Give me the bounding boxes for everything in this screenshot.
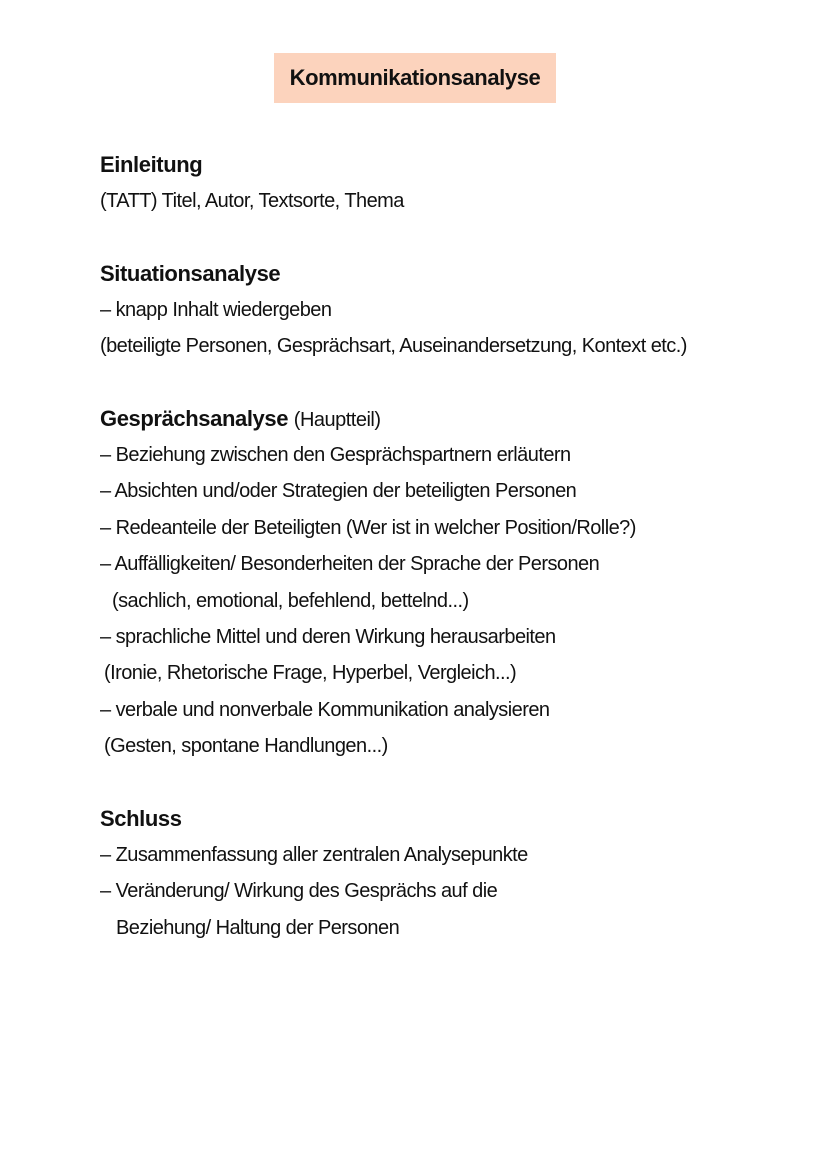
section-einleitung: [100, 147, 800, 219]
section-line: – Veränderung/ Wirkung des Gesprächs auf die: [100, 880, 498, 903]
section-line: (Gesten, spontane Handlungen...): [104, 735, 388, 758]
section-line: – Zusammenfassung aller zentralen Analysepunkte: [100, 844, 528, 866]
section-line: Beziehung/ Haltung der Personen: [116, 916, 400, 939]
title-box: [274, 53, 556, 103]
section-line: – Beziehung zwischen den Gesprächspartnern erläutern: [100, 444, 571, 466]
section-line: (sachlich, emotional, befehlend, bettelnd...): [112, 589, 469, 612]
document-title: Kommunikationsanalyse: [289, 65, 541, 90]
section-gespraechsanalyse: [100, 401, 800, 765]
section-line: – knapp Inhalt wiedergeben: [100, 299, 332, 321]
section-heading-note: (Hauptteil): [293, 409, 381, 431]
section-line: – Redeanteile der Beteiligten (Wer ist in welcher Position/Rolle?): [100, 516, 636, 539]
section-line: – verbale und nonverbale Kommunikation analysieren: [100, 698, 550, 721]
section-heading: Einleitung: [100, 152, 203, 177]
section-line: (TATT) Titel, Autor, Textsorte, Thema: [100, 190, 404, 212]
section-heading: Schluss: [100, 806, 182, 831]
section-line: (Ironie, Rhetorische Frage, Hyperbel, Vergleich...): [104, 662, 517, 685]
section-line: – Absichten und/oder Strategien der beteiligten Personen: [100, 480, 577, 503]
section-line: (beteiligte Personen, Gesprächsart, Auseinandersetzung, Kontext etc.): [100, 335, 687, 358]
section-heading: Situationsanalyse: [100, 261, 281, 286]
section-situationsanalyse: [100, 256, 800, 365]
section-schluss: [100, 801, 800, 946]
section-line: – Auffälligkeiten/ Besonderheiten der Sprache der Personen: [100, 553, 600, 576]
section-line: – sprachliche Mittel und deren Wirkung herausarbeiten: [100, 625, 556, 648]
section-heading-text: Gesprächsanalyse: [100, 406, 289, 431]
section-heading: [100, 401, 800, 437]
